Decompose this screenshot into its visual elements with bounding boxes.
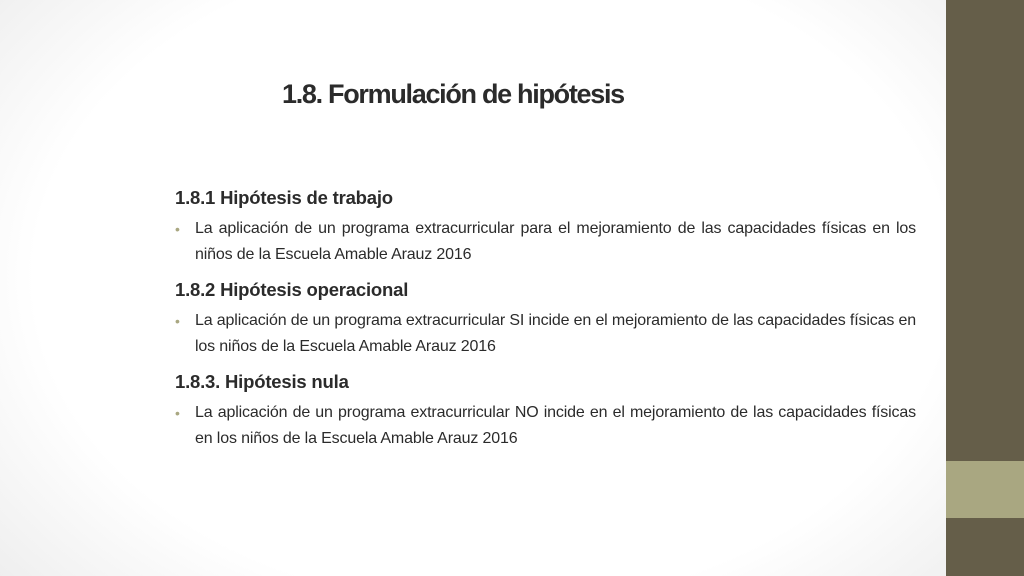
bullet-item: [175, 216, 916, 268]
section-heading: 1.8.1 Hipótesis de trabajo: [175, 187, 393, 208]
bullet-dot-icon: •: [175, 405, 180, 421]
bullet-dot-icon: •: [175, 221, 180, 237]
section-hipotesis-trabajo: [175, 184, 916, 268]
section-hipotesis-nula: [175, 368, 916, 452]
bullet-text: La aplicación de un programa extracurricular para el mejoramiento de las capacidades físicas en los niños de la Escuela Amable Arauz 2016: [195, 220, 916, 263]
section-heading: 1.8.3. Hipótesis nula: [175, 371, 349, 392]
section-hipotesis-operacional: [175, 276, 916, 360]
bullet-text: La aplicación de un programa extracurricular SI incide en el mejoramiento de las capacidades físicas en los niños de la Escuela Amable Arauz 2016: [195, 312, 916, 355]
section-heading: 1.8.2 Hipótesis operacional: [175, 279, 409, 300]
decorative-sidebar-accent: [946, 461, 1024, 518]
slide-content: [175, 184, 916, 460]
bullet-dot-icon: •: [175, 313, 180, 329]
bullet-item: [175, 400, 916, 452]
bullet-item: [175, 308, 916, 360]
slide-title: 1.8. Formulación de hipótesis: [282, 79, 624, 109]
bullet-text: La aplicación de un programa extracurricular NO incide en el mejoramiento de las capacidades físicas en los niños de la Escuela Amable Arauz 2016: [195, 404, 916, 447]
